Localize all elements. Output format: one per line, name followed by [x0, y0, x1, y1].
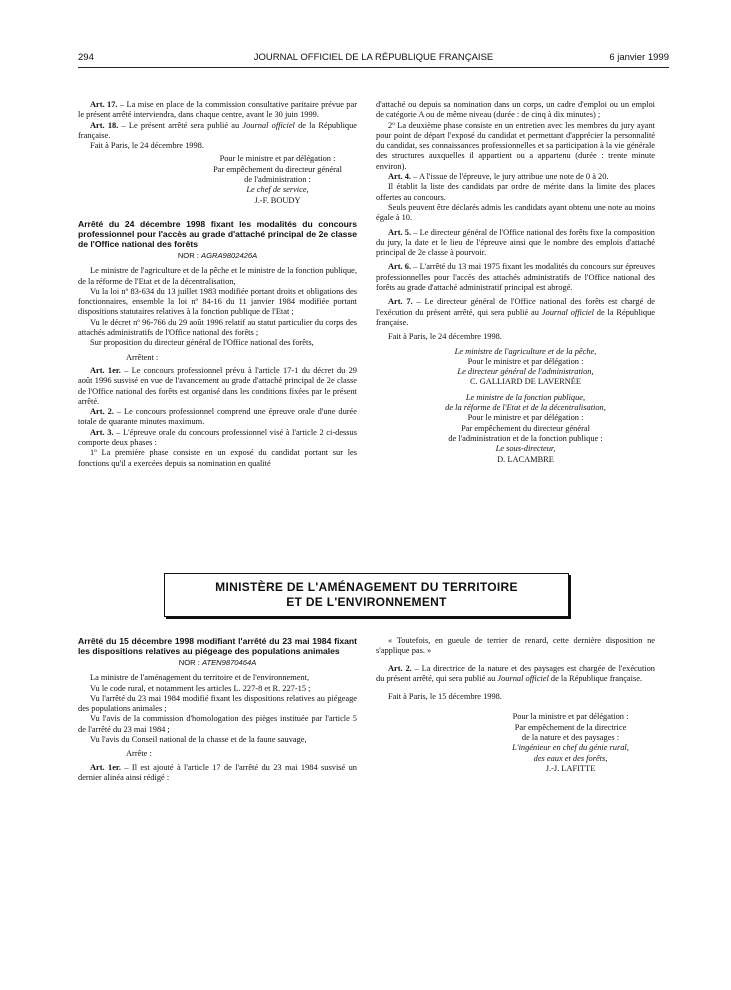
article-4-label: Art. 4. [388, 172, 412, 182]
article-4-text: – A l'issue de l'épreuve, le jury attribue une note de 0 à 20. [411, 172, 609, 182]
column-top-right [376, 100, 655, 465]
paragraph: 1º La première phase consiste en un exposé du candidat portant sur les fonctions qu'il a exercées depuis sa nomination en qualité [78, 448, 357, 468]
done-at: Fait à Paris, le 24 décembre 1998. [90, 141, 204, 151]
article-6 [376, 262, 655, 293]
column-top-left [78, 100, 357, 469]
arrete-2-title: Arrêté du 15 décembre 1998 modifiant l'arrêté du 23 mai 1984 fixant les dispositions relatives au piégeage des populations animales [78, 636, 357, 656]
article-17-text: – La mise en place de la commission consultative paritaire prévue par le présent arrêté interviendra, dans chaque centre, avant le 30 juin 1999. [78, 100, 358, 120]
signature-line: de la réforme de l'Etat et de la décentralisation, [445, 403, 606, 413]
article-3-label: Art. 3. [90, 427, 114, 437]
header-rule [78, 67, 669, 68]
article-2-label: Art. 2. [90, 407, 114, 417]
article-1-text: – Il est ajouté à l'article 17 de l'arrêté du 23 mai 1984 susvisé un dernier alinéa ainsi rédigé : [78, 762, 357, 782]
paragraph: Le ministre de l'agriculture et de la pêche et le ministre de la fonction publique, de la réforme de l'Etat et de la décentralisation, [78, 266, 357, 286]
article-6-text: – L'arrêté du 13 mai 1975 fixant les modalités du concours sur épreuves professionnelles pour l'accès des attachés administratifs de l'Office national des forêts au grade d'attaché administratif principal est abrogé. [376, 262, 656, 293]
nor-label: NOR : [178, 658, 202, 667]
ministry-banner [164, 573, 569, 617]
journal-officiel-ref: Journal officiel [497, 673, 549, 683]
article-1-text: – Le concours professionnel prévu à l'article 17-1 du décret du 29 août 1996 susvisé en vue de l'avancement au grade d'attaché principal de 2e classe de l'Office national des forêts est organisé dans les conditions fixées par le présent arrêté. [78, 365, 357, 406]
signatory-name: C. GALLIARD DE LAVERNÉE [469, 377, 582, 387]
article-5-label: Art. 5. [388, 227, 412, 237]
paragraph: Vu l'avis du Conseil national de la chasse et de la faune sauvage, [90, 735, 307, 745]
signatory-name: J.-J. LAFITTE [545, 763, 596, 773]
signature-line: Le sous-directeur, [495, 444, 556, 454]
signatory-name: D. LACAMBRE [497, 454, 554, 464]
article-6-label: Art. 6. [388, 262, 412, 272]
article-3-text: – L'épreuve orale du concours professionnel visé à l'article 2 ci-dessus comporte deux phases : [78, 427, 358, 448]
signature-line: de la nature et des paysages : [521, 733, 620, 743]
ministry-title-line1: MINISTÈRE DE L'AMÉNAGEMENT DU TERRITOIRE [215, 580, 518, 594]
journal-officiel-ref: Journal officiel [242, 120, 295, 130]
signature-line: Par empêchement du directeur général [461, 423, 590, 433]
nor-reference [78, 658, 357, 668]
arrete-word: Arrête : [126, 749, 152, 759]
paragraph: La ministre de l'aménagement du territoire et de l'environnement, [90, 673, 310, 683]
paragraph: 2º La deuxième phase consiste en un entretien avec les membres du jury ayant pour point de départ l'exposé du candidat et permettant d'apprécier la personnalité du candidat, ses connaissances professionnelles et sa participation à la vie générale des structures auxquelles il appartient ou a appartenu (durée : trente minute environ). [376, 120, 655, 171]
column-bottom-right [376, 636, 655, 774]
signature-line: de l'administration : [244, 175, 311, 185]
nor-code: ATEN9870464A [201, 658, 257, 667]
article-2-text-b: de la République française. [548, 673, 643, 683]
signature-line: Par empêchement de la directrice [514, 722, 627, 732]
article-2-text: – Le concours professionnel comprend une épreuve orale d'une durée totale de quarante minutes maximum. [78, 407, 357, 427]
article-18-text-a: – Le présent arrêté sera publié au [118, 120, 243, 130]
signature-line: Pour la ministre et par délégation : [512, 712, 629, 722]
signature-line: Pour le ministre et par délégation : [467, 356, 584, 366]
nor-reference [78, 251, 357, 261]
signature-line: Pour le ministre et par délégation : [219, 154, 336, 164]
done-at: Fait à Paris, le 15 décembre 1998. [388, 692, 502, 702]
article-17 [78, 100, 357, 121]
signature-line: Le ministre de l'agriculture et de la pêche, [454, 346, 597, 356]
signatory-name: J.-F. BOUDY [254, 195, 301, 205]
ministry-title-line2: ET DE L'ENVIRONNEMENT [286, 595, 447, 609]
article-1 [78, 763, 357, 784]
signature-block [486, 712, 655, 774]
journal-officiel-ref: Journal officiel [541, 307, 594, 317]
quoted-paragraph: « Toutefois, en gueule de terrier de renard, cette dernière disposition ne s'applique pas. » [376, 636, 655, 656]
article-7-text-a: – Le directeur général de l'Office national des forêts est chargé de l'exécution du présent arrêté, qui sera publié au [376, 297, 656, 317]
article-1 [78, 366, 357, 407]
article-18-text-b: de la République française. [78, 120, 358, 140]
page-header [78, 52, 669, 66]
article-5-text: – Le directeur général de l'Office national des forêts fixe la composition du jury, la date et le lieu de l'épreuve ainsi que le nombre des emplois d'attaché principal de 2e classe à pourvoir. [376, 227, 655, 258]
paragraph: Vu le code rural, et notamment les articles L. 227-8 et R. 227-15 ; [90, 683, 311, 693]
paragraph: d'attaché ou depuis sa nomination dans un corps, un cadre d'emploi ou un emploi de catégorie A ou de même niveau (durée : de cinq à dix minutes) ; [376, 100, 655, 120]
article-18-label: Art. 18. [90, 120, 119, 130]
article-1-label: Art. 1er. [90, 762, 121, 772]
article-17-label: Art. 17. [90, 100, 118, 109]
signature-line: Pour le ministre et par délégation : [467, 413, 584, 423]
journal-title: JOURNAL OFFICIEL DE LA RÉPUBLIQUE FRANÇAISE [253, 52, 494, 63]
article-5 [376, 228, 655, 259]
signature-line: Par empêchement du directeur général [213, 164, 342, 174]
article-2 [78, 407, 357, 428]
signature-block [198, 154, 357, 205]
paragraph: Sur proposition du directeur général de l'Office national des forêts, [90, 338, 314, 348]
paragraph: Vu l'arrêté du 23 mai 1984 modifié fixant les dispositions relatives au piégeage des populations animales ; [78, 693, 357, 714]
signature-line: Le chef de service, [246, 185, 309, 195]
signature-line: Le ministre de la fonction publique, [465, 392, 586, 402]
article-3 [78, 428, 357, 449]
page-number: 294 [78, 52, 94, 63]
article-2-text-a: – La directrice de la nature et des paysages est chargée de l'exécution du présent arrêté, qui sera publié au [376, 663, 655, 683]
done-at: Fait à Paris, le 24 décembre 1998. [388, 332, 502, 342]
article-1-label: Art. 1er. [90, 365, 121, 375]
nor-label: NOR : [177, 250, 202, 260]
paragraph: Vu le décret nº 96-766 du 29 août 1996 relatif au statut particulier du corps des attachés administratifs de l'Office national des forêts ; [78, 317, 357, 338]
signature-line: Le directeur général de l'administration, [457, 367, 594, 377]
paragraph: Vu l'avis de la commission d'homologation des pièges instituée par l'article 5 de l'arrêté du 23 mai 1984 ; [78, 714, 357, 734]
paragraph: Seuls peuvent être déclarés admis les candidats ayant obtenu une note au moins égale à 10. [376, 202, 655, 223]
signature-line: des eaux et des forêts, [533, 753, 608, 763]
article-2 [376, 664, 655, 685]
paragraph: Vu la loi nº 83-634 du 13 juillet 1983 modifiée portant droits et obligations des fonctionnaires, ensemble la loi nº 84-16 du 11 janvier 1984 modifiée portant dispositions statutaires relatives à la fonction publique de l'Etat ; [78, 286, 357, 317]
arretent: Arrêtent : [126, 352, 159, 362]
article-4 [376, 172, 655, 182]
signature-line: de l'administration et de la fonction publique : [448, 433, 603, 443]
paragraph: Il établit la liste des candidats par ordre de mérite dans la limite des places offertes au concours. [376, 182, 655, 202]
article-7 [376, 297, 655, 328]
arrete-1-title: Arrêté du 24 décembre 1998 fixant les modalités du concours professionnel pour l'accès au grade d'attaché principal de 2e classe de l'Office national des forêts [78, 218, 357, 249]
issue-date: 6 janvier 1999 [609, 52, 669, 63]
article-7-label: Art. 7. [388, 297, 413, 307]
article-7-text-b: de la République française. [376, 307, 656, 327]
signature-line: L'ingénieur en chef du génie rural, [512, 743, 629, 753]
nor-code: AGRA9802426A [201, 250, 258, 260]
arrete-1 [78, 219, 357, 469]
article-2-label: Art. 2. [388, 663, 412, 673]
signature-block [396, 347, 655, 465]
article-18 [78, 121, 357, 142]
column-bottom-left [78, 636, 357, 783]
